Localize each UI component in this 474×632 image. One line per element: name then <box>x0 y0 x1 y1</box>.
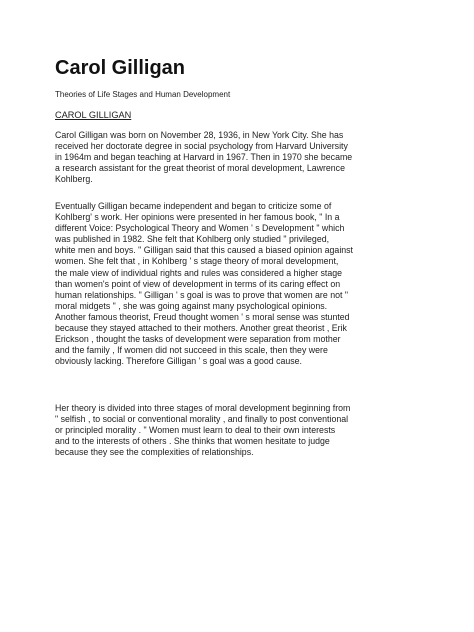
paragraph-criticism: Eventually Gilligan became independent and began to criticize some of Kohlberg' s work. Her opinions were presented in her famous book, " In a different Voice: Psychological Theory and Women ' s Development " which was published in 1982. She felt that Kohlberg only studied " privileged, white men and boys. " Gilligan said that this caused a biased opinion against women. She felt that , in Kohlberg ' s stage theory of moral development, the male view of individual rights and rules was considered a higher stage than women's point of view of development in terms of its caring effect on human relationships. " Gilligan ' s goal is was to prove that women are not " moral midgets " , she was going against many psychological opinions. Another famous theorist, Freud thought women ' s moral sense was stunted because they stayed attached to their mothers. Another great theorist , Erik Erickson , thought the tasks of development were separation from mother and the family , If women did not succeed in this scale, then they were obviously lacking. Therefore Gilligan ' s goal was a good cause. <box>55 201 354 367</box>
document-title: Carol Gilligan <box>55 57 186 79</box>
paragraph-biography: Carol Gilligan was born on November 28, 1936, in New York City. She has received her doctorate degree in social psychology from Harvard University in 1964m and began teaching at Harvard in 1967. Then in 1970 she became a research assistant for the great theorist of moral development, Lawrence Kohlberg. <box>55 130 353 185</box>
section-heading: CAROL GILLIGAN <box>55 110 132 120</box>
document-subtitle: Theories of Life Stages and Human Development <box>55 90 231 99</box>
paragraph-theory: Her theory is divided into three stages of moral development beginning from " selfish , to social or conventional morality , and finally to post conventional or principled morality . " Women must learn to deal to their own interests and to the interests of others . She thinks that women hesitate to judge because they see the complexities of relationships. <box>55 403 351 458</box>
